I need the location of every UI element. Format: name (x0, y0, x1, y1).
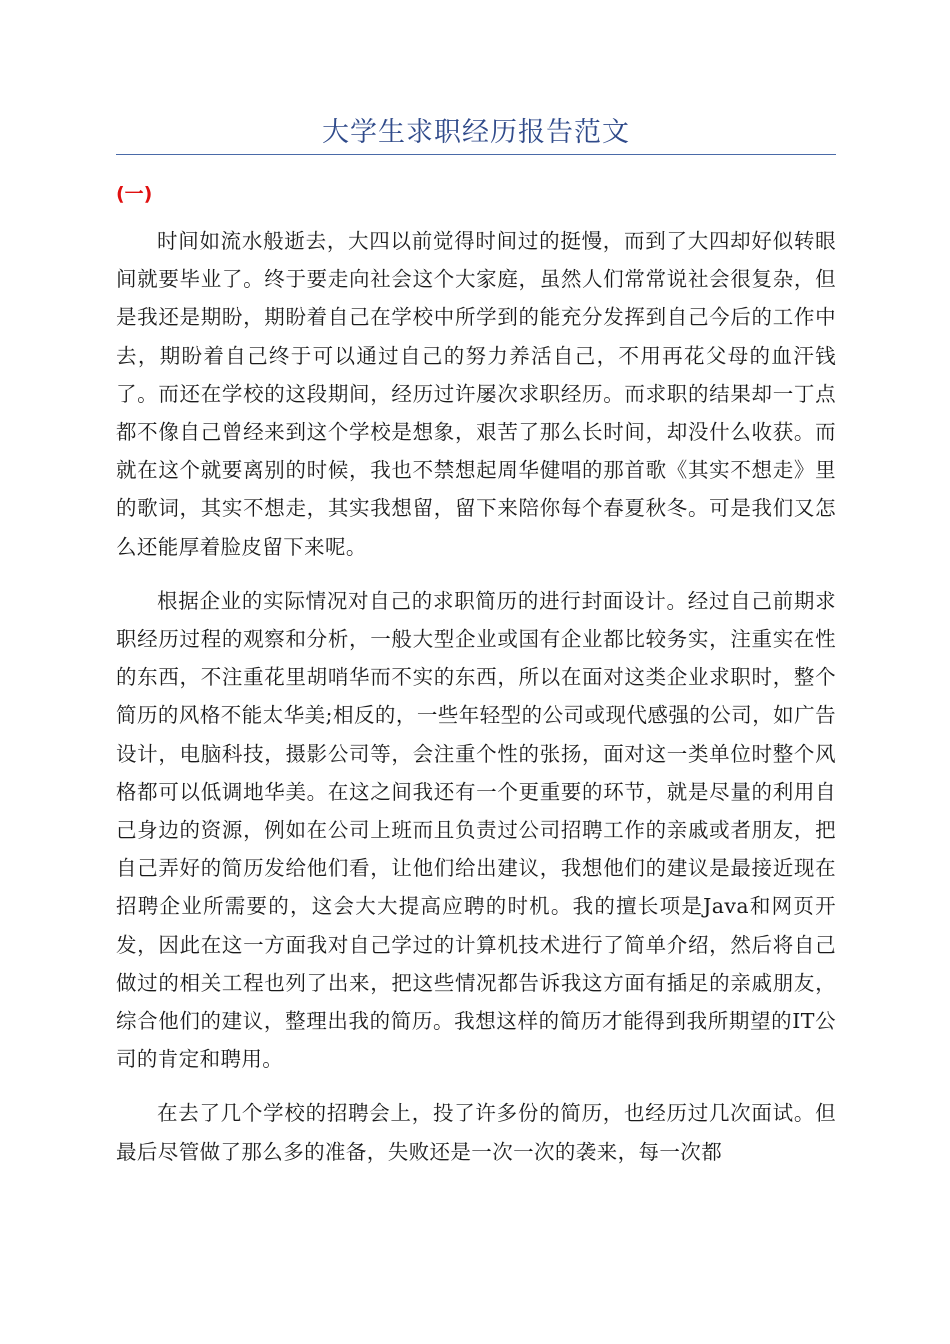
section-heading: (一) (116, 183, 153, 205)
document-page (116, 0, 836, 1171)
body-paragraph-1: 时间如流水般逝去，大四以前觉得时间过的挺慢，而到了大四却好似转眼间就要毕业了。终于要走向社会这个大家庭，虽然人们常常说社会很复杂，但是我还是期盼，期盼着自己在学校中所学到的能充分发挥到自己今后的工作中去，期盼着自己终于可以通过自己的努力养活自己，不用再花父母的血汗钱了。而还在学校的这段期间，经历过许屡次求职经历。而求职的结果却一丁点都不像自己曾经来到这个学校是想象，艰苦了那么长时间，却没什么收获。而就在这个就要离别的时候，我也不禁想起周华健唱的那首歌《其实不想走》里的歌词，其实不想走，其实我想留，留下来陪你每个春夏秋冬。可是我们又怎么还能厚着脸皮留下来呢。 (116, 229, 836, 559)
body-paragraph-3: 在去了几个学校的招聘会上，投了许多份的简历，也经历过几次面试。但最后尽管做了那么多的准备，失败还是一次一次的袭来，每一次都 (116, 1101, 836, 1164)
body-paragraph-2: 根据企业的实际情况对自己的求职简历的进行封面设计。经过自己前期求职经历过程的观察和分析，一般大型企业或国有企业都比较务实，注重实在性的东西，不注重花里胡哨华而不实的东西，所以在面对这类企业求职时，整个简历的风格不能太华美;相反的，一些年轻型的公司或现代感强的公司，如广告设计，电脑科技，摄影公司等，会注重个性的张扬，面对这一类单位时整个风格都可以低调地华美。在这之间我还有一个更重要的环节，就是尽量的利用自己身边的资源，例如在公司上班而且负责过公司招聘工作的亲戚或者朋友，把自己弄好的简历发给他们看，让他们给出建议，我想他们的建议是最接近现在招聘企业所需要的，这会大大提高应聘的时机。我的擅长项是Java和网页开发，因此在这一方面我对自己学过的计算机技术进行了简单介绍，然后将自己做过的相关工程也列了出来，把这些情况都告诉我这方面有插足的亲戚朋友，综合他们的建议，整理出我的简历。我想这样的简历才能得到我所期望的IT公司的肯定和聘用。 (116, 588, 836, 1072)
document-title: 大学生求职经历报告范文 (322, 117, 630, 148)
title-divider (116, 154, 836, 155)
